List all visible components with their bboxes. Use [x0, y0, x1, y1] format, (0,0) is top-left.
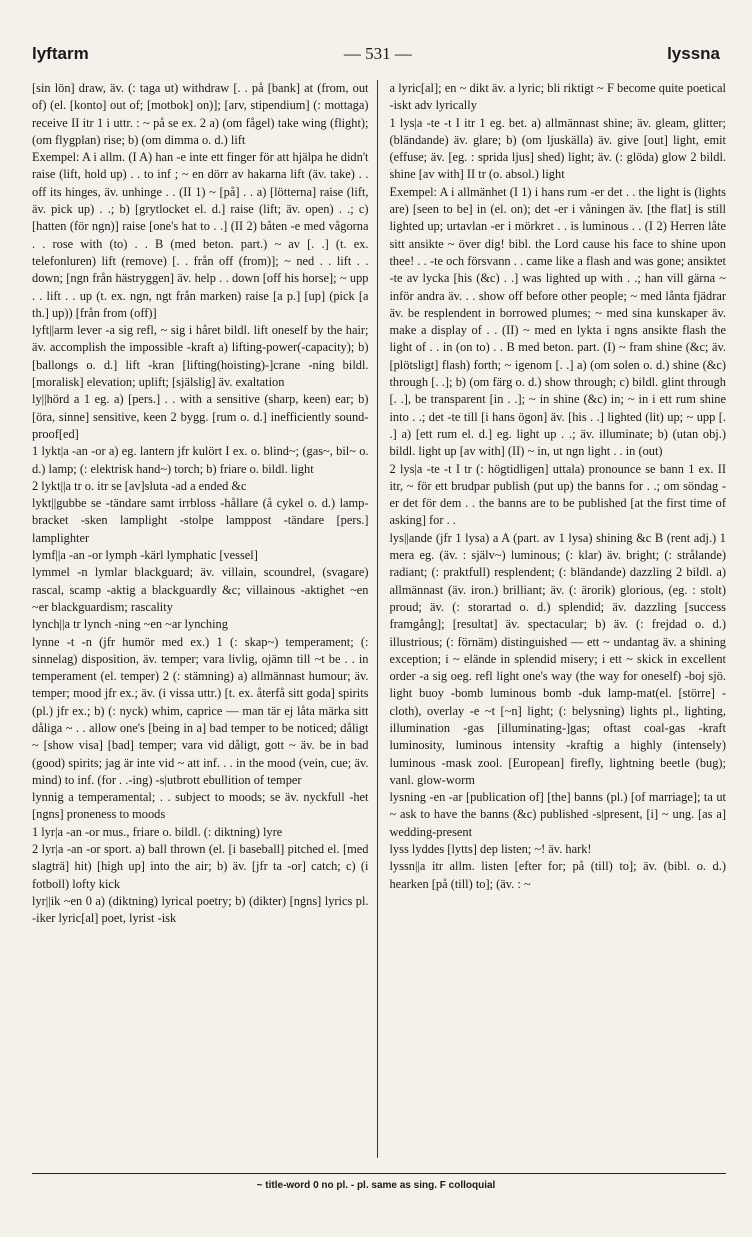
dictionary-columns: [32, 80, 726, 1160]
entry: Exempel: A i allmänhet (I 1) i hans rum -er det . . the light is (lights are) [seen to be] in (el. on); det -er i våningen äv. [the flat] is still lighted up; urtavlan -er i mörkret . . is luminous . . (I 2) Herren låte sitt ansikte ~ över dig! bibl. the Lord cause his face to shine upon thee! . . -te och försvann . . came like a flash and was gone; ansiktet -te av lycka [his (&c) . .] was lighted up with . .; han vill gärna ~ inför andra äv. . . show off before other people; ~ med lånta fjädrar äv. be resplendent in borrowed plumes; ~ med sina kunskaper äv. make a display of . . (II) ~ med en lykta i ngns ansikte flash the light of . . in (on to) . . B med beton. part. (I) ~ fram shine (&c; äv. [plötsligt] flash) forth; ~ igenom [. .] a) (om solen o. d.) shine (&c) through [. .]; b) (om färg o. d.) show through; c) bildl. glint through [. .], be transparent [in . .]; ~ in shine (&c) in; ~ in i ett rum shine into . .; det -te till [i hans ögon] äv. [his . .] lighted (lit) up; ~ upp [. .] a) [ett rum el. d.] eg. light up . .; äv. illuminate; b) (utan obj.) bildl. light up [av with] (II) ~ in, ut ngn light . . in (out): [389, 184, 726, 459]
header-right-word: lyssna: [667, 44, 720, 63]
entry: lynne -t -n (jfr humör med ex.) 1 (: skap~) temperament; (: sinnelag) disposition, äv. temper; vara livlig, ojämn till ~t be . . in temperament (el. temper) 2 (: stämning) a) allmännast humour; äv. temper; mood jfr ex.; äv. (i vissa uttr.) [t. ex. återfå sitt goda] spirits (pl.) jfr ex.; b) (: nyck) whim, caprice — man tär ej låta märka sitt dåliga ~ . . allow one's [being in a] bad temper to be noticed; dåligt ~ [show visa] [bad] temper; vara vid dåligt, gott ~ äv. be in bad (good) spirits; jag är inte vid ~ att inf. . . in the mood (vein, cue; äv. mind) to inf. (for . .-ing) -s|utbrott ebullition of temper: [32, 634, 369, 787]
entry: lysning -en -ar [publication of] [the] banns (pl.) [of marriage]; ta ut ~ ask to have the banns (&c) published -s|present, [i] ~ ung. [as a] wedding-present: [389, 790, 726, 839]
footnote: ~ title-word 0 no pl. - pl. same as sing. F colloquial: [256, 1180, 496, 1191]
right-column: [389, 80, 726, 1160]
entry: 1 lyr|a -an -or mus., friare o. bildl. (: diktning) lyre: [32, 824, 283, 839]
entry: lymmel -n lymlar blackguard; äv. villain, scoundrel, (svagare) rascal, scamp -aktig a blackguardly &c; villainous -aktighet ~en ~er blackguardism; rascality: [32, 565, 369, 614]
entry: 2 lys|a -te -t I tr (: högtidligen] uttala) pronounce se bann 1 ex. II itr, ~ för ett brudpar publish (put up) the banns for . .; om söndag -er det för dem . . the banns are to be published [at the first time of asking] for . .: [389, 461, 726, 528]
entry: lykt||gubbe se -tändare samt irrbloss -hållare (å cykel o. d.) lamp-bracket -sken lamplight -stolpe lamppost -tändare [pers.] lamplighter: [32, 496, 369, 545]
page-number: — 531 —: [343, 44, 412, 63]
entry: 1 lykt|a -an -or a) eg. lantern jfr kulört I ex. o. blind~; (gas~, bil~ o. d.) lamp; (: elektrisk hand~) torch; b) friare o. bildl. light: [32, 444, 369, 476]
entry: [sin lön] draw, äv. (: taga ut) withdraw [. . på [bank] at (from, out of) (el. [konto] out of; [motbok] on)]; [arv, stipendium] (: mottaga) receive II itr 1 i uttr. : ~ på se ex. 2 a) (om fågel) take wing (flight); (om flygplan) rise; b) (om dimma o. d.) lift: [32, 81, 369, 147]
column-divider: [377, 80, 378, 1158]
entry: 1 lys|a -te -t I itr 1 eg. bet. a) allmännast shine; äv. gleam, glitter; (bländande) äv. glare; b) (om ljuskälla) äv. give [out] light, emit (effuse; äv. [eg. : sprida ljus] shed) light; äv. (: glöda) glow 2 bildl. shine [av with] II tr (o. absol.) light: [389, 115, 726, 182]
entry: a lyric[al]; en ~ dikt äv. a lyric; bli riktigt ~ F become quite poetical -iskt adv lyrically: [389, 81, 726, 113]
entry: 2 lyr|a -an -or sport. a) ball thrown (el. [i baseball] pitched el. [med slagträ] hit) [high up] into the air; b) äv. [jfr ta -or] catch; c) (i fotboll) lofty kick: [32, 842, 369, 891]
entry: lynnig a temperamental; . . subject to moods; se äv. nyckfull -het [ngns] proneness to moods: [32, 790, 369, 822]
entry: Exempel: A i allm. (I A) han -e inte ett finger för att hjälpa he didn't raise (lift, hold up) . . to inf ; ~ en dörr av hakarna lift (äv. take) . . off its hinges, äv. unhinge . . (II 1) ~ [på] . . a) [lötterna] raise (lift, äv. pick up) . .; b) [grytlocket el. d.] raise (lift; äv. open) . .; c) [hatten (för ngn)] raise [one's hat to . .] (II 2) båten -e med vågorna . . rose with (to) . . B (med beton. part.) ~ av [. .] (t. ex. telefonluren) lift (remove) [. . från off (from)]; ~ ned . . lift . . down; [ngn från hästryggen] äv. help . . down [off his horse]; ~ upp . . lift . . up (t. ex. ngn, ngt från marken) raise [a p.] [up] (pick [a th.] up)) [från from (off)]: [32, 150, 369, 320]
entry: lymf||a -an -or lymph -kärl lymphatic [vessel]: [32, 548, 258, 563]
entry: lyft||arm lever -a sig refl, ~ sig i håret bildl. lift oneself by the hair; äv. accomplish the impossible -kraft a) lifting-power(-capacity); b) [ballongs o. d.] lift -kran [lifting(hoisting)-]crane -ning bildl. [moralisk] elevation; uplift; [själslig] äv. exaltation: [32, 323, 369, 390]
entry: lyss lyddes [lytts] dep listen; ~! äv. hark!: [389, 842, 592, 857]
entry: lynch||a tr lynch -ning ~en ~ar lynching: [32, 617, 228, 632]
page-header: [32, 44, 720, 72]
entry: lyr||ik ~en 0 a) (diktning) lyrical poetry; b) (dikter) [ngns] lyrics pl. -iker lyric[al] poet, lyrist -isk: [32, 893, 369, 926]
footnote-rule: [32, 1173, 726, 1174]
entry: lyssn||a itr allm. listen [efter for; på (till) to]; äv. (bibl. o. d.) hearken [på (till) to]; (äv. : ~: [389, 859, 726, 891]
left-column: [32, 80, 369, 1160]
header-left-word: lyftarm: [32, 44, 89, 63]
entry: 2 lykt||a tr o. itr se [av]sluta -ad a ended &c: [32, 478, 247, 493]
entry: ly||hörd a 1 eg. a) [pers.] . . with a sensitive (sharp, keen) ear; b) [öra, sinne] sensitive, keen 2 bygg. [rum o. d.] inefficiently sound-proof[ed]: [32, 392, 369, 441]
entry: lys||ande (jfr 1 lysa) a A (part. av 1 lysa) shining &c B (rent adj.) 1 mera eg. (äv. : själv~) luminous; (: klar) äv. bright; (: strålande) radiant; (: praktfull) resplendent; (: bländande) dazzling 2 bildl. a) allmännast (äv. iron.) brilliant; äv. (: ärorik) glorious, (eg. : stolt) proud; äv. (: storartad o. d.) splendid; äv. dazzling [success framgång]; [resultat] äv. spectacular; b) äv. (: frejdad o. d.) illustrious; (: förnäm) distinguished — ett ~ undantag äv. a shining exception; i ~ elände in splendid misery; i ett ~ skick in excellent order -a sig oeg. refl light one's way (the way for oneself) -boj sjö. light buoy -bomb luminous bomb -duk lamp-mat(el. [större] -cloth), overlay -e ~t [~n] light; (: belysning) lights pl., lighting, illumination -gas [illuminating-]gas; oftast coal-gas -kraft luminosity, luminous intensity -kraftig a highly (intensely) luminous -mask zool. [European] firefly, lightning beetle (bug); vanl. glow-worm: [389, 530, 726, 787]
